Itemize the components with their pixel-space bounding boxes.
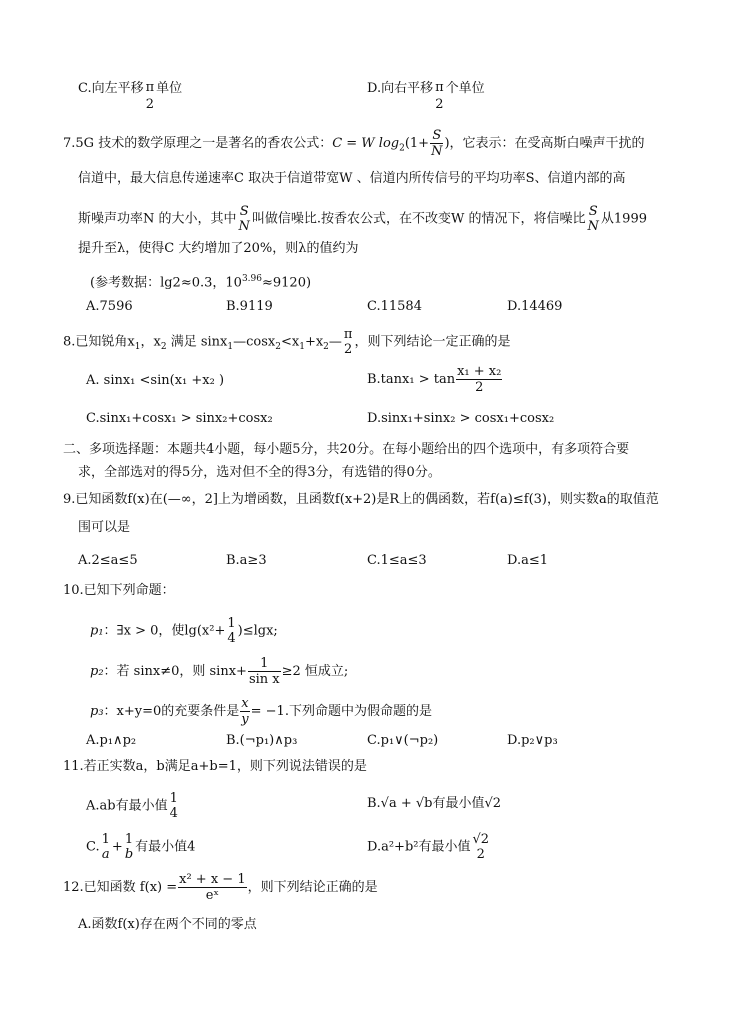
q10-p3: p₃：x+y=0的充要条件是 $\frac{x}{y}$ = −1.下列命题中为假命题的是 [90, 696, 432, 727]
q6-d-fraction: π 2 [435, 80, 444, 112]
q11-a-fraction: 1 4 [169, 791, 178, 821]
q9-option-c: C.1≤a≤3 [367, 553, 427, 568]
q10-option-c: C.p₁∨(¬p₂) [367, 733, 439, 748]
q10-option-b: B.(¬p₁)∧p₃ [226, 733, 298, 748]
q8-b-fraction: $\frac{\text{x₁ + x₂}}{2}$ [457, 364, 502, 395]
q7-option-b: B.9119 [226, 299, 273, 314]
q11-option-d: D.a²+b²有最小值 √2 2 [367, 832, 490, 862]
q10-option-a: A.p₁∧p₂ [86, 733, 137, 748]
q11-d-fraction: √2 2 [472, 832, 490, 862]
q7-reference-data: (参考数据：lg2≈0.3，$10^{3.96}\approx 9120$) [90, 274, 312, 291]
q12-stem: 12.已知函数 f(x) = $\frac{\text{x² + x − 1}}{\text{eˣ}}$ ，则下列结论正确的是 [63, 872, 378, 903]
q7-line3: 斯噪声功率N 的大小，其中 S N 叫做信噪比.按香农公式，在不改变W 的情况下，将信噪比 S N 从1999 [78, 204, 647, 234]
q11-option-b: B.√a + √b有最小值√2 [367, 796, 502, 811]
q11-option-a: A.ab有最小值 1 4 [86, 791, 178, 821]
q12-option-a: A.函数f(x)存在两个不同的零点 [78, 917, 257, 932]
q7-line2: 信道中，最大信息传递速率C 取决于信道带宽W 、信道内所传信号的平均功率S、信道内部的高 [78, 171, 626, 186]
q7-option-c: C.11584 [367, 299, 422, 314]
q9-option-d: D.a≤1 [507, 553, 549, 568]
q10-p1: p₁：∃x > 0，使lg(x²+ 1 4 )≤lgx; [90, 616, 278, 646]
q9-stem-line1: 9.已知函数f(x)在(—∞，2]上为增函数，且函数f(x+2)是R上的偶函数，若f(a)≤f(3)，则实数a的取值范 [63, 492, 659, 507]
q9-stem-line2: 围可以是 [78, 520, 131, 535]
q7-option-a: A.7596 [86, 299, 133, 314]
q11-stem: 11.若正实数a，b满足a+b=1，则下列说法错误的是 [63, 759, 367, 774]
q10-p3-fraction: $\frac{x}{y}$ [241, 696, 249, 727]
q7-line4: 提升至λ，使得C 大约增加了20%，则λ的值约为 [78, 241, 359, 256]
q12-fraction: $\frac{\text{x² + x − 1}}{\text{eˣ}}$ [179, 872, 246, 903]
q7-line1: 7.5G 技术的数学原理之一是著名的香农公式：C = W $\log_2(1+$ $\frac{S}{N}$ )，它表示：在受高斯白噪声干扰的 [63, 128, 645, 159]
q8-stem: 8.已知锐角$x_1$，$x_2$ 满足 $\sin x_1—\cos x_2<x_1+x_2—$ π 2 ，则下列结论一定正确的是 [63, 327, 511, 357]
q8-option-b: B.tanx₁ > tan $\frac{\text{x₁ + x₂}}{2}$ [367, 364, 502, 395]
q7-snr-fraction: S N [238, 204, 250, 234]
q10-stem: 10.已知下列命题： [63, 583, 175, 598]
section2-heading-line1: 二、多项选择题：本题共4小题，每小题5分，共20分。在每小题给出的四个选项中，有多项符合要 [63, 442, 630, 457]
q11-c-fraction-a: 1 a [101, 832, 110, 862]
q10-p2-fraction: $\frac{1}{\text{sin x}}$ [248, 656, 280, 687]
q6-option-c: C.向左平移 π 2 单位 [78, 80, 183, 112]
q8-option-a: A. sinx₁ <sin(x₁ +x₂ ) [86, 373, 225, 388]
q9-option-a: A.2≤a≤5 [78, 553, 138, 568]
q9-option-b: B.a≥3 [226, 553, 267, 568]
q8-pi-half: π 2 [343, 327, 353, 357]
q10-p2: p₂：若 sinx≠0，则 sinx+ $\frac{1}{\text{sin x}}$ ≥2 恒成立; [90, 656, 349, 687]
q11-option-c: C. 1 a + 1 b 有最小值4 [86, 832, 196, 862]
q8-option-c: C.sinx₁+cosx₁ > sinx₂+cosx₂ [86, 411, 273, 426]
q10-option-d: D.p₂∨p₃ [507, 733, 558, 748]
q7-snr-fraction-2: S N [587, 204, 599, 234]
q7-formula-fraction: $\frac{S}{N}$ [431, 128, 443, 159]
q6-option-d: D.向右平移 π 2 个单位 [367, 80, 485, 112]
q10-p1-fraction: 1 4 [227, 616, 236, 646]
q6-c-fraction: π 2 [145, 80, 155, 112]
q11-c-fraction-b: 1 b [124, 832, 134, 862]
q8-option-d: D.sinx₁+sinx₂ > cosx₁+cosx₂ [367, 411, 555, 426]
q7-option-d: D.14469 [507, 299, 563, 314]
section2-heading-line2: 求，全部选对的得5分，选对但不全的得3分，有选错的得0分。 [78, 465, 441, 480]
